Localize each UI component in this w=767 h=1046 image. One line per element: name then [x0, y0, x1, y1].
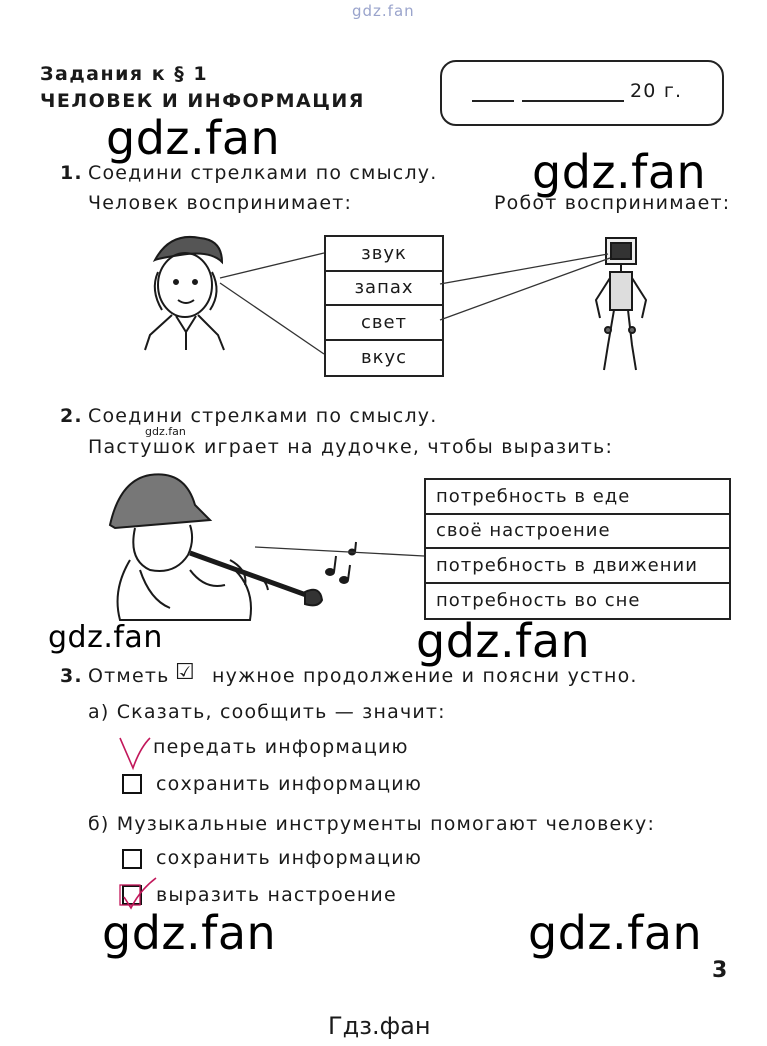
task1-instruction: Соедини стрелками по смыслу.	[88, 162, 438, 184]
option-light[interactable]: свет	[326, 306, 442, 341]
task1-number: 1.	[60, 162, 83, 184]
connector-robot-smell	[440, 254, 608, 284]
task3-instruction-a: Отметь	[88, 665, 170, 687]
option-smell[interactable]: запах	[326, 272, 442, 307]
watermark-top: gdz.fan	[352, 2, 415, 20]
option-food[interactable]: потребность в еде	[426, 480, 729, 515]
option-b2-label: выразить настроение	[156, 884, 397, 906]
boy-illustration	[145, 237, 224, 350]
task1-right-label: Робот воспринимает:	[494, 192, 731, 214]
checkbox-example-icon: ☑	[175, 660, 195, 685]
pen-checkmark-a1	[120, 738, 150, 768]
task3-part-a-label: а) Сказать, сообщить — значит:	[88, 701, 446, 723]
task2-number: 2.	[60, 405, 83, 427]
watermark: gdz.fan	[48, 620, 163, 655]
option-movement[interactable]: потребность в движении	[426, 549, 729, 584]
option-mood[interactable]: своё настроение	[426, 515, 729, 550]
task2-instruction: Соедини стрелками по смыслу.	[88, 405, 438, 427]
task2-prompt: Пастушок играет на дудочке, чтобы выразить:	[88, 436, 614, 458]
connector-shepherd-movement	[255, 547, 424, 556]
option-b2-box-outline	[120, 885, 140, 905]
page-number: 3	[712, 958, 728, 983]
shepherd-illustration	[110, 474, 322, 620]
section-subtitle: ЧЕЛОВЕК И ИНФОРМАЦИЯ	[40, 90, 365, 112]
option-taste[interactable]: вкус	[360, 347, 408, 369]
footer-text: Гдз.фан	[328, 1012, 431, 1040]
watermark: gdz.fan	[416, 614, 591, 668]
connector-human-sound	[220, 253, 324, 278]
robot-illustration	[596, 238, 646, 370]
connector-robot-light	[440, 258, 610, 320]
option-a1-label: передать информацию	[153, 736, 409, 758]
watermark: gdz.fan	[528, 906, 703, 960]
date-year: 20 г.	[630, 80, 683, 102]
watermark-small: gdz.fan	[145, 425, 186, 438]
option-sound[interactable]: звук	[326, 237, 442, 272]
task3-part-b-label: б) Музыкальные инструменты помогают человеку:	[88, 813, 656, 835]
watermark: gdz.fan	[532, 145, 707, 199]
music-notes-icon	[326, 542, 356, 583]
option-sleep[interactable]: потребность во сне	[436, 590, 641, 612]
option-b1-label: сохранить информацию	[156, 847, 423, 869]
section-title: Задания к § 1	[40, 63, 209, 85]
task1-left-label: Человек воспринимает:	[88, 192, 353, 214]
option-a2-label: сохранить информацию	[156, 773, 423, 795]
task3-number: 3.	[60, 665, 83, 687]
watermark: gdz.fan	[106, 111, 281, 165]
task3-instruction-b: нужное продолжение и поясни устно.	[212, 665, 638, 687]
connector-human-taste	[220, 283, 324, 354]
watermark: gdz.fan	[102, 906, 277, 960]
